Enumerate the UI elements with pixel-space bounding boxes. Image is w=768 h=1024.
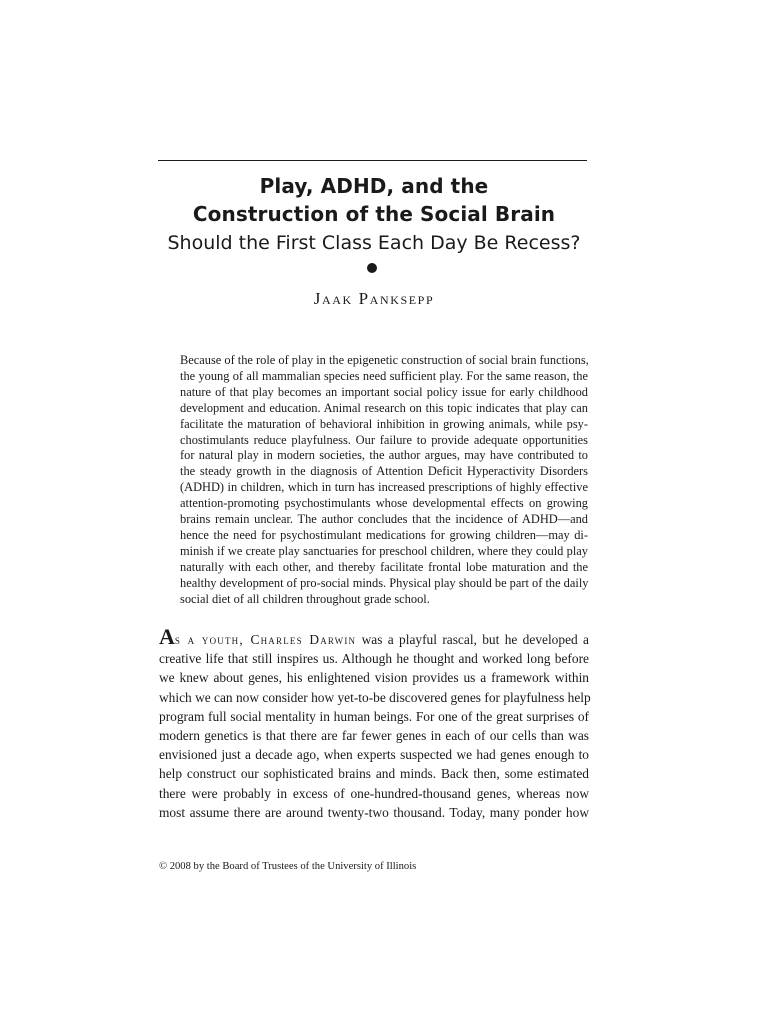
body-line: there were probably in excess of one-hundred-thousand genes, whereas now — [159, 785, 589, 801]
body-line: creative life that still inspires us. Although he thought and worked long before — [159, 651, 589, 667]
abstract-line: nature of that play becomes an important social policy issue for early childhood — [180, 384, 588, 399]
body-line: help construct our sophisticated brains and minds. Back then, some estimated — [159, 766, 589, 782]
body-line: which we can now consider how yet-to-be discovered genes for playfulness help — [159, 689, 591, 705]
body-line: modern genetics is that there are far fewer genes in each of our cells than was — [159, 728, 589, 744]
title-line-2: Construction of the Social Brain — [192, 202, 556, 226]
abstract-line: healthy development of pro-social minds. Physical play should be part of the daily — [180, 575, 589, 590]
abstract-line: development and education. Animal research on this topic indicates that play can — [180, 400, 588, 415]
abstract-line: the steady growth in the diagnosis of Attention Deficit Hyperactivity Disorders — [180, 464, 588, 479]
author-name: Jaak Panksepp — [313, 289, 435, 308]
abstract-line: minish if we create play sanctuaries for preschool children, where they could play — [180, 543, 588, 558]
abstract-line: for natural play in modern societies, the author argues, may have contributed to — [180, 448, 588, 463]
body-line: envisioned just a decade ago, when experts suspected we had genes enough to — [159, 747, 589, 763]
body-line: we knew about genes, his enlightened vision provides us a framework within — [159, 670, 589, 686]
abstract-line: Because of the role of play in the epigenetic construction of social brain functions, — [180, 353, 589, 367]
top-rule — [158, 160, 587, 161]
abstract-line: hence the need for psychostimulant medications for growing children—may di- — [180, 527, 588, 542]
article-title — [140, 172, 608, 228]
copyright-notice: © 2008 by the Board of Trustees of the University of Illinois — [159, 861, 417, 872]
body-first-line-rest: was a playful rascal, but he developed a — [356, 632, 589, 647]
bullet-separator-icon — [367, 263, 377, 273]
abstract-line: social diet of all children throughout grade school. — [180, 591, 430, 606]
body-first-line — [159, 624, 589, 649]
body-line: most assume there are around twenty-two thousand. Today, many ponder how — [159, 804, 589, 820]
title-line-1: Play, ADHD, and the — [259, 174, 489, 198]
body-line: program full social mentality in human beings. For one of the great surprises of — [159, 708, 589, 724]
abstract-line: attention-promoting psychostimulants whose developmental effects on growing — [180, 496, 588, 511]
abstract — [180, 353, 588, 608]
abstract-line: naturally with each other, and thereby facilitate frontal lobe maturation and the — [180, 559, 588, 574]
abstract-line: (ADHD) in children, which in turn has increased prescriptions of highly effective — [180, 480, 588, 495]
lead-in-small-caps: s a youth, Charles Darwin — [174, 632, 357, 647]
article-subtitle: Should the First Class Each Day Be Recess? — [167, 232, 581, 254]
drop-cap: A — [159, 624, 175, 649]
abstract-line: brains remain unclear. The author concludes that the incidence of ADHD—and — [180, 512, 588, 527]
abstract-line: facilitate the maturation of behavioral inhibition in growing animals, while psy- — [180, 416, 588, 431]
body-text — [159, 624, 591, 822]
abstract-line: the young of all mammalian species need sufficient play. For the same reason, the — [180, 368, 588, 383]
abstract-line: chostimulants reduce playfulness. Our failure to provide adequate opportunities — [180, 432, 588, 447]
